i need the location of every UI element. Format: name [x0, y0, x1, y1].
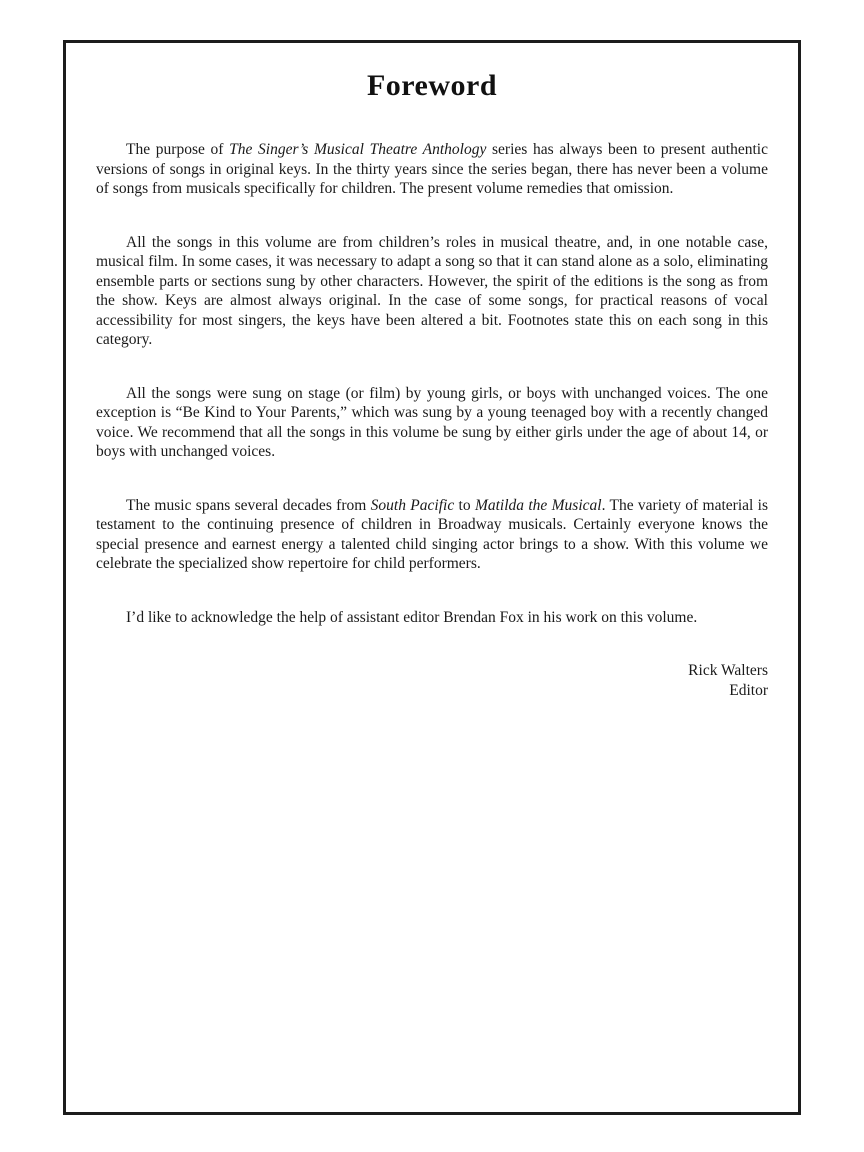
foreword-paragraph-2: All the songs in this volume are from children’s roles in musical theatre, and, in one notable case, musical film. In some cases, it was necessary to adapt a song so that it can stand alone as a solo, eliminating ensemble parts or sections sung by other characters. However, the spirit of the editions is the song as from the show. Keys are almost always original. In the case of some songs, for practical reasons of vocal accessibility for most singers, the keys have been altered a bit. Footnotes state this on each song in this category.	[96, 233, 768, 348]
signature-name: Rick Walters	[688, 662, 768, 679]
page-border-frame	[63, 40, 801, 1115]
foreword-paragraph-3: All the songs were sung on stage (or film) by young girls, or boys with unchanged voices. The one exception is “Be Kind to Your Parents,” which was sung by a young teenaged boy with a recently changed voice. We recommend that all the songs in this volume be sung by either girls under the age of about 14, or boys with unchanged voices.	[96, 384, 768, 460]
foreword-paragraph-1: The purpose of The Singer’s Musical Theatre Anthology series has always been to present authentic versions of songs in original keys. In the thirty years since the series began, there has never been a volume of songs from musicals specifically for children. The present volume remedies that omission.	[96, 141, 768, 197]
foreword-paragraph-4: The music spans several decades from South Pacific to Matilda the Musical. The variety of material is testament to the continuing presence of children in Broadway musicals. Certainly everyone knows the special presence and earnest energy a talented child singing actor brings to a show. With this volume we celebrate the specialized show repertoire for child performers.	[96, 496, 768, 572]
signature-role: Editor	[729, 681, 768, 699]
foreword-paragraph-5: I’d like to acknowledge the help of assistant editor Brendan Fox in his work on this volume.	[126, 608, 698, 626]
foreword-body	[96, 140, 768, 627]
signature-block	[96, 661, 768, 700]
page-title: Foreword	[366, 69, 498, 102]
